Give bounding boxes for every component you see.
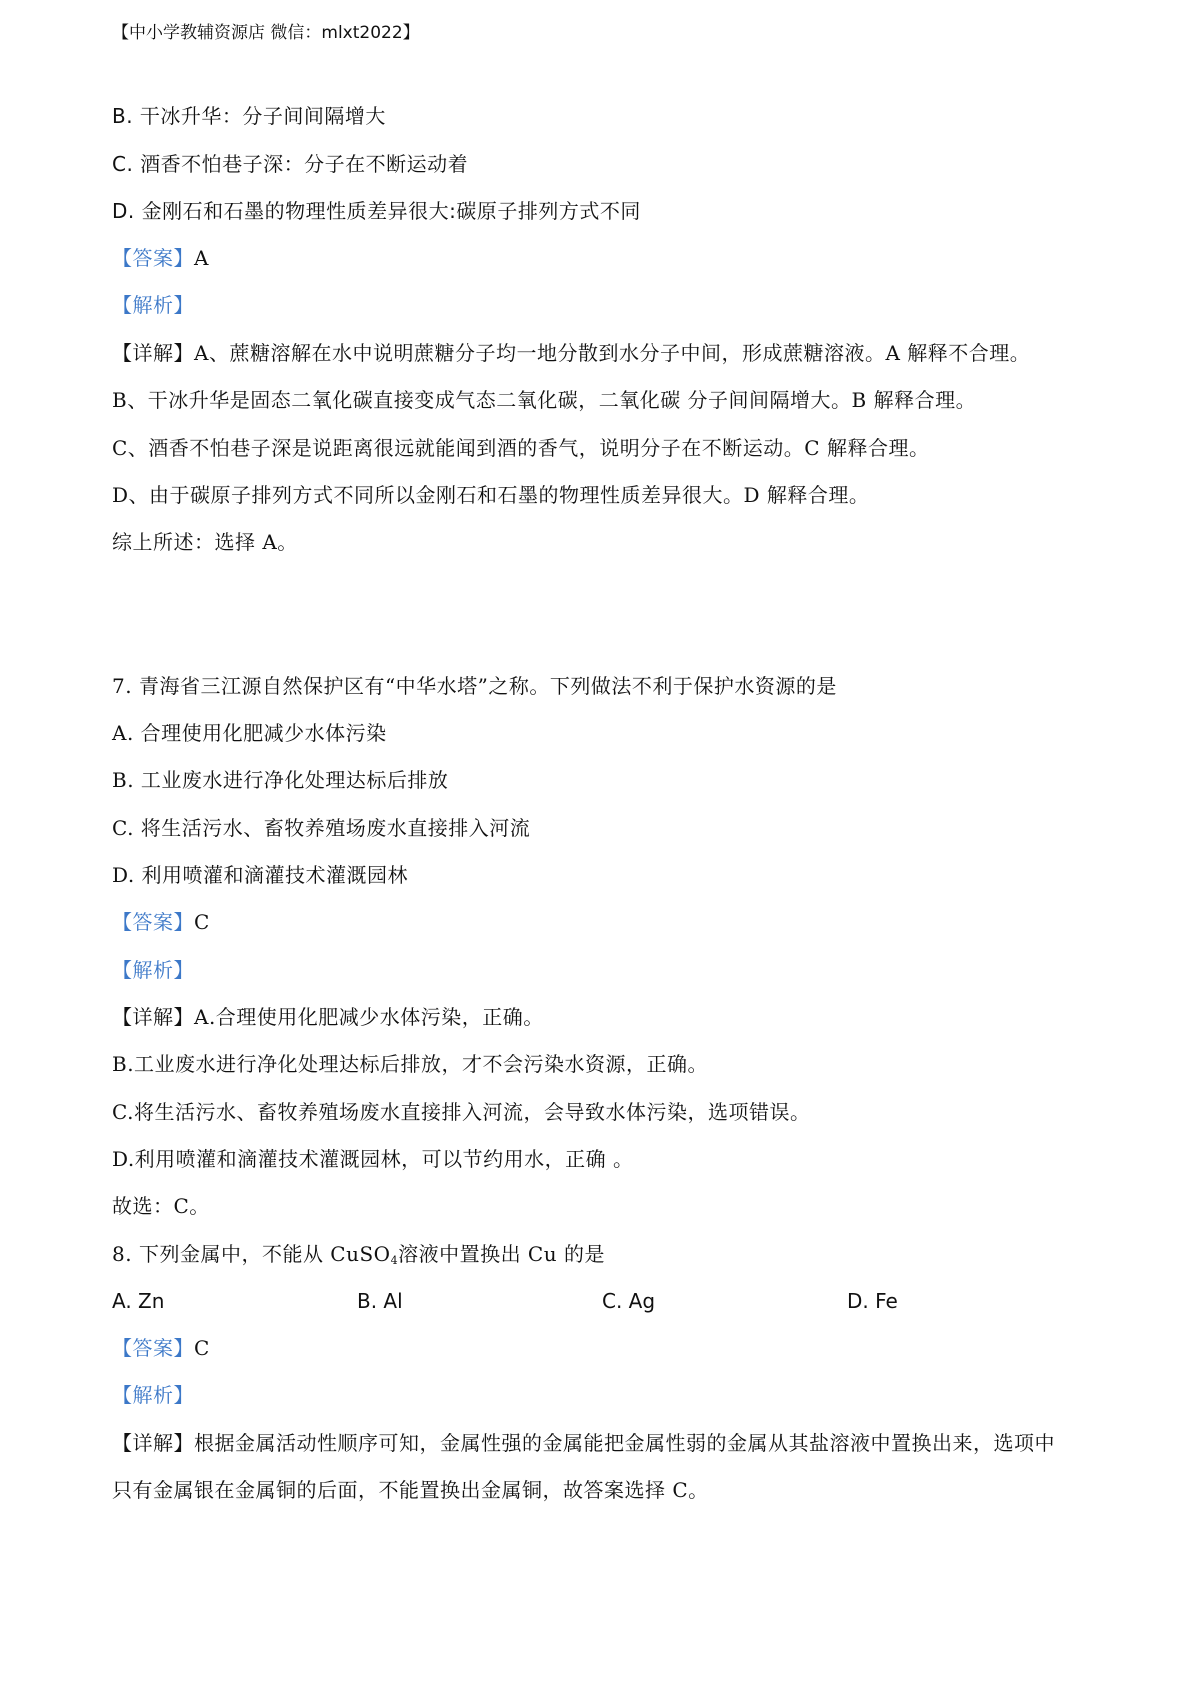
q8-option-a: A. Zn	[112, 1289, 165, 1313]
q7-answer	[112, 908, 210, 936]
q7-stem: 7. 青海省三江源自然保护区有“中华水塔”之称。下列做法不利于保护水资源的是	[112, 674, 837, 698]
q6-option-d: D. 金刚石和石墨的物理性质差异很大:碳原子排列方式不同	[112, 199, 641, 223]
q8-analysis-tag: 【解析】	[112, 1383, 194, 1407]
q7-option-b: B. 工业废水进行净化处理达标后排放	[112, 768, 449, 792]
q8-stem-end: 溶液中置换出 Cu 的是	[398, 1242, 605, 1266]
q7-detail-1: 【详解】A.合理使用化肥减少水体污染，正确。	[112, 1005, 544, 1029]
q6-detail-2: B、干冰升华是固态二氧化碳直接变成气态二氧化碳，二氧化碳 分子间间隔增大。B 解释合理。	[112, 388, 977, 412]
q6-summary: 综上所述：选择 A。	[112, 530, 298, 554]
answer-value: A	[194, 246, 209, 270]
q7-analysis-tag: 【解析】	[112, 958, 194, 982]
answer-tag: 【答案】	[112, 1336, 194, 1360]
q8-stem-start: 8. 下列金属中，不能从 CuSO	[112, 1242, 391, 1266]
answer-value: C	[194, 1336, 210, 1360]
q7-summary: 故选：C。	[112, 1194, 210, 1218]
q6-detail-1: 【详解】A、蔗糖溶解在水中说明蔗糖分子均一地分散到水分子中间，形成蔗糖溶液。A 解释不合理。	[112, 341, 1031, 365]
q6-detail-3: C、酒香不怕巷子深是说距离很远就能闻到酒的香气，说明分子在不断运动。C 解释合理。	[112, 436, 930, 460]
answer-value: C	[194, 910, 210, 934]
q8-option-b: B. Al	[357, 1289, 403, 1313]
q7-detail-2: B.工业废水进行净化处理达标后排放，才不会污染水资源，正确。	[112, 1052, 709, 1076]
q8-detail-2: 只有金属银在金属铜的后面，不能置换出金属铜，故答案选择 C。	[112, 1478, 709, 1502]
q6-option-b: B. 干冰升华：分子间间隔增大	[112, 104, 386, 128]
q6-option-c: C. 酒香不怕巷子深：分子在不断运动着	[112, 152, 469, 176]
q8-stem-subscript: 4	[390, 1254, 399, 1267]
q7-option-a: A. 合理使用化肥减少水体污染	[112, 721, 387, 745]
q8-option-c: C. Ag	[602, 1289, 656, 1313]
q7-option-d: D. 利用喷灌和滴灌技术灌溉园林	[112, 863, 409, 887]
q7-detail-4: D.利用喷灌和滴灌技术灌溉园林，可以节约用水，正确 。	[112, 1147, 634, 1171]
q8-detail-1: 【详解】根据金属活动性顺序可知，金属性强的金属能把金属性弱的金属从其盐溶液中置换出来，选项中	[112, 1431, 1055, 1455]
q7-option-c: C. 将生活污水、畜牧养殖场废水直接排入河流	[112, 816, 531, 840]
q6-analysis-tag: 【解析】	[112, 293, 194, 317]
q8-answer	[112, 1334, 210, 1362]
q6-answer	[112, 244, 209, 272]
q6-detail-4: D、由于碳原子排列方式不同所以金刚石和石墨的物理性质差异很大。D 解释合理。	[112, 483, 870, 507]
q7-detail-3: C.将生活污水、畜牧养殖场废水直接排入河流，会导致水体污染，选项错误。	[112, 1100, 811, 1124]
answer-tag: 【答案】	[112, 910, 194, 934]
q8-stem	[112, 1240, 605, 1275]
answer-tag: 【答案】	[112, 246, 194, 270]
q8-option-d: D. Fe	[847, 1289, 898, 1313]
page-header: 【中小学教辅资源店 微信：mlxt2022】	[112, 23, 420, 43]
